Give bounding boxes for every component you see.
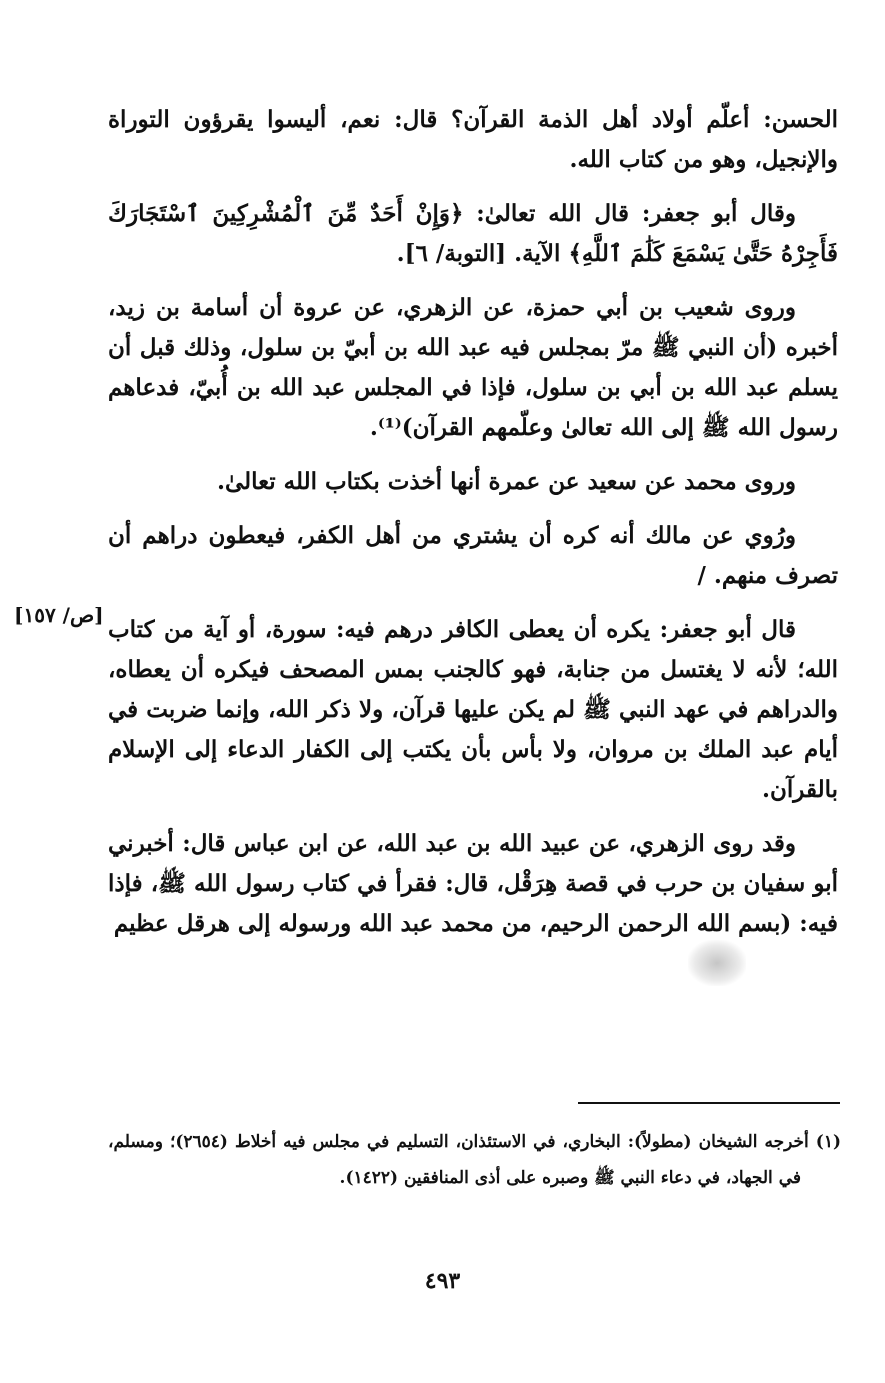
paragraph: وروى شعيب بن أبي حمزة، عن الزهري، عن عروة أن أسامة بن زيد، أخبره (أن النبي ﷺ مرّ بمجلس فيه عبد الله بن أبيّ بن سلول، وذلك قبل أن يسلم عبد الله بن أبي بن سلول، فإذا في المجلس عبد الله بن أُبيّ، فدعاهم رسول الله ﷺ إلى الله تعالىٰ وعلّمهم القرآن)⁽¹⁾.	[108, 294, 838, 441]
paragraph: وروى محمد عن سعيد عن عمرة أنها أخذت بكتاب الله تعالىٰ.	[216, 468, 796, 495]
footnote: (١) أخرجه الشيخان (مطولاً): البخاري، في الاستئذان، التسليم في مجلس فيه أخلاط (٢٦٥٤)؛ ومسلم، في الجهاد، في دعاء النبي ﷺ وصبره على أذى المنافقين (١٤٢٢).	[108, 1132, 841, 1188]
main-text	[108, 100, 838, 958]
page-number: ٤٩٣	[424, 1268, 461, 1294]
paragraph: قال أبو جعفر: يكره أن يعطى الكافر درهم فيه: سورة، أو آية من كتاب الله؛ لأنه لا يغتسل من جنابة، فهو كالجنب بمس المصحف فيكره أن يعطاه، والدراهم في عهد النبي ﷺ لم يكن عليها قرآن، ولا ذكر الله، وإنما ضربت في أيام عبد الملك بن مروان، ولا بأس بأن يكتب إلى الكفار الدعاء إلى الإسلام بالقرآن.	[108, 616, 838, 803]
paragraph: ورُوي عن مالك أنه كره أن يشتري من أهل الكفر، فيعطون دراهم أن تصرف منهم. /	[108, 522, 838, 589]
ink-smudge	[688, 940, 746, 986]
quran-verse: ﴿وَإِنْ أَحَدٌ مِّنَ ٱلْمُشْرِكِينَ ٱسْتَجَارَكَ فَأَجِرْهُ حَتَّىٰ يَسْمَعَ كَلَٰمَ ٱللَّهِ﴾	[108, 200, 838, 267]
paragraph-with-verse	[108, 194, 838, 274]
paragraph: وقد روى الزهري، عن عبيد الله بن عبد الله، عن ابن عباس قال: أخبرني أبو سفيان بن حرب في قصة هِرَقْل، قال: فقرأ في كتاب رسول الله ﷺ، فإذا فيه: (بسم الله الرحمن الرحيم، من محمد عبد الله ورسوله إلى هرقل عظيم	[108, 830, 838, 937]
manuscript-page-marker: [ص/ ١٥٧]	[14, 603, 104, 627]
footnotes	[108, 1124, 841, 1196]
paragraph: الحسن: أعلّم أولاد أهل الذمة القرآن؟ قال: نعم، أليسوا يقرؤون التوراة والإنجيل، وهو من كتاب الله.	[108, 106, 838, 173]
footnote-divider	[578, 1102, 840, 1104]
verse-reference: الآية. [التوبة/ ٦].	[396, 240, 569, 267]
paragraph-text: وقال أبو جعفر: قال الله تعالىٰ:	[463, 200, 796, 227]
